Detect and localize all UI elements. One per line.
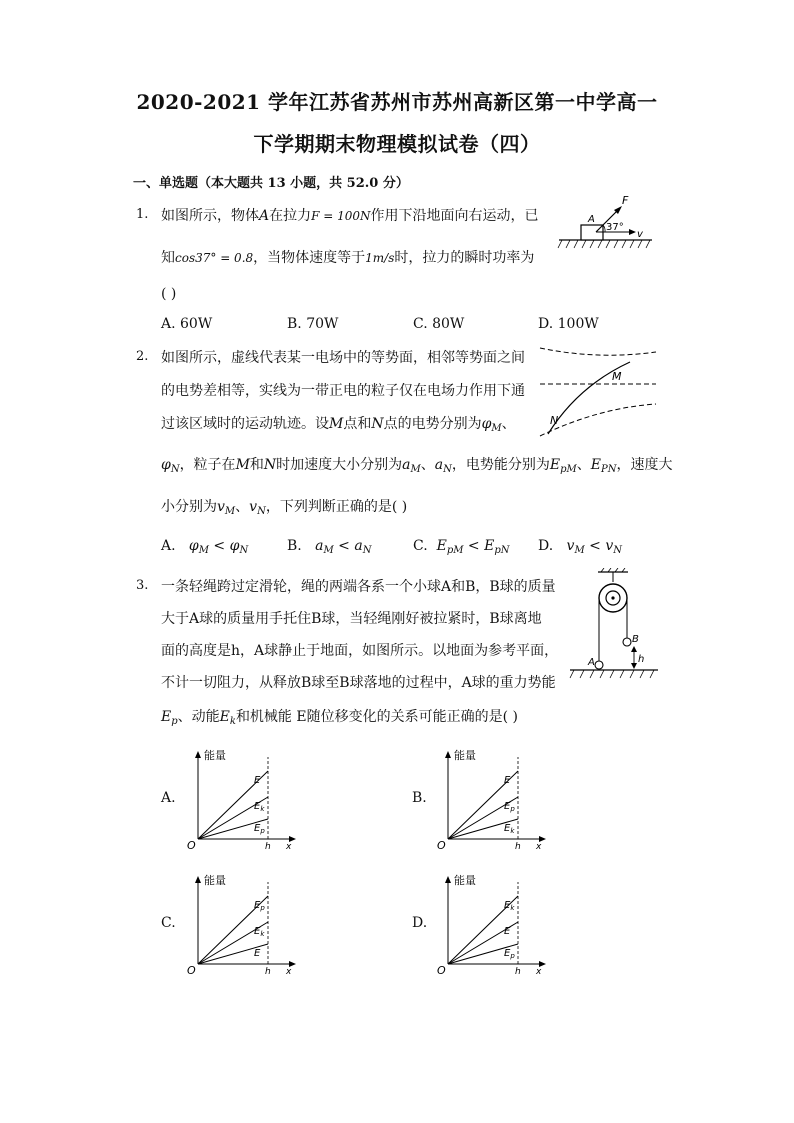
chart-a-line-label-0: E	[254, 775, 261, 786]
fig2-label-m: M	[612, 370, 622, 383]
chart-d	[430, 870, 550, 976]
fig1-label-a: A	[588, 214, 595, 225]
question-3-number: 3.	[136, 578, 149, 593]
chart-d-x-tick: h	[515, 967, 521, 976]
chart-a-option-label[interactable]: A.	[161, 790, 176, 806]
chart-d-line-label-2: $E_p$	[504, 948, 515, 960]
fig1-label-v: v	[637, 229, 643, 240]
chart-b-line-label-1: $E_p$	[504, 801, 515, 813]
chart-c-y-arrow	[195, 876, 201, 883]
chart-a	[180, 745, 300, 851]
question-2-option-a[interactable]: A. $\varphi_M < \varphi_N$	[161, 538, 249, 556]
chart-b-line-label-0: E	[504, 775, 511, 786]
chart-a-y-label: 能量	[204, 749, 226, 762]
question-2-line-3: 过该区域时的运动轨迹。设M点和N点的电势分别为$\varphi_M$、	[161, 416, 516, 434]
question-2-line-1: 如图所示，虚线代表某一电场中的等势面，相邻等势面之间	[161, 350, 525, 366]
chart-b-x-tick: h	[515, 842, 521, 851]
fig1-angle: 37°	[606, 222, 624, 233]
question-2-line-5: 小分别为$v_M$、$v_N$，下列判断正确的是( )	[161, 499, 408, 517]
exam-title-line-1: 2020-2021 学年江苏省苏州市苏州高新区第一中学高一	[136, 90, 658, 114]
chart-c-origin: O	[187, 964, 196, 976]
chart-d-option-label[interactable]: D.	[412, 915, 428, 931]
question-2-line-4: $\varphi_N$，粒子在M和N时加速度大小分别为$a_M$、$a_N$，电势能分别为$E_{pM}$、$E_{PN}$，速度大	[161, 457, 673, 475]
question-1-option-c[interactable]: C. 80W	[413, 316, 465, 332]
chart-c-option-label[interactable]: C.	[161, 915, 176, 931]
chart-d-y-arrow	[445, 876, 451, 883]
chart-c-line-label-0: $E_p$	[254, 900, 265, 912]
chart-d-y-label: 能量	[454, 874, 476, 887]
question-1-option-d[interactable]: D. 100W	[538, 316, 599, 332]
chart-c-x-tick: h	[265, 967, 271, 976]
exam-title-line-2: 下学期期末物理模拟试卷（四）	[253, 132, 541, 156]
question-2-option-c[interactable]: C. $E_{pM} < E_{pN}$	[413, 538, 510, 556]
question-3-line-3: 面的高度是h，A球静止于地面，如图所示。以地面为参考平面，	[161, 643, 559, 659]
question-1-number: 1.	[136, 207, 149, 222]
chart-c-line-label-1: $E_k$	[254, 926, 265, 938]
question-3-line-2: 大于A球的质量用手托住B球，当轻绳刚好被拉紧时，B球离地	[161, 611, 542, 627]
chart-b-line-label-2: $E_k$	[504, 823, 515, 835]
chart-d-origin: O	[437, 964, 446, 976]
chart-a-x-tick: h	[265, 842, 271, 851]
question-2-option-b[interactable]: B. $a_M < a_N$	[287, 538, 372, 556]
chart-c-x-label: x	[286, 967, 292, 976]
question-1-force-diagram	[556, 192, 656, 254]
chart-a-line-label-1: $E_k$	[254, 801, 265, 813]
question-2-line-2: 的电势差相等，实线为一带正电的粒子仅在电场力作用下通	[161, 383, 525, 399]
question-3-line-1: 一条轻绳跨过定滑轮，绳的两端各系一个小球A和B，B球的质量	[161, 579, 556, 595]
chart-a-origin: O	[187, 839, 196, 851]
question-1-line-1: 如图所示，物体A在拉力F = 100N作用下沿地面向右运动，已	[161, 208, 539, 224]
chart-d-x-label: x	[536, 967, 542, 976]
question-1-line-2: 知cos37° = 0.8，当物体速度等于1m/s时，拉力的瞬时功率为	[161, 250, 535, 266]
question-3-line-4: 不计一切阻力，从释放B球至B球落地的过程中，A球的重力势能	[161, 675, 556, 691]
question-1-answer-bracket: ( )	[161, 286, 177, 302]
fig3-label-a: A	[588, 657, 595, 668]
question-2-option-d[interactable]: D. $v_M < v_N$	[538, 538, 623, 556]
section-heading: 一、单选题（本大题共 13 小题，共 52.0 分）	[133, 176, 409, 191]
fig3-label-h: h	[638, 654, 645, 665]
question-1-option-b[interactable]: B. 70W	[287, 316, 339, 332]
chart-a-x-label: x	[286, 842, 292, 851]
chart-a-line-label-2: $E_p$	[254, 823, 265, 835]
chart-b-x-label: x	[536, 842, 542, 851]
chart-b-y-arrow	[445, 751, 451, 758]
question-1-option-a[interactable]: A. 60W	[161, 316, 213, 332]
chart-b	[430, 745, 550, 851]
chart-d-line-label-0: $E_k$	[504, 900, 515, 912]
chart-a-y-arrow	[195, 751, 201, 758]
fig3-label-b: B	[632, 634, 639, 645]
chart-c-line-label-2: E	[254, 948, 261, 959]
question-3-line-5: $E_p$、动能$E_k$和机械能 E随位移变化的关系可能正确的是( )	[161, 709, 518, 727]
question-2-equipotential-diagram	[538, 342, 658, 438]
chart-b-origin: O	[437, 839, 446, 851]
fig1-label-f: F	[622, 194, 629, 207]
question-2-number: 2.	[136, 349, 149, 364]
chart-b-y-label: 能量	[454, 749, 476, 762]
fig2-label-n: N	[550, 414, 559, 427]
chart-c	[180, 870, 300, 976]
chart-b-option-label[interactable]: B.	[412, 790, 427, 806]
question-3-pulley-diagram	[568, 568, 660, 680]
chart-d-line-label-1: E	[504, 926, 511, 937]
chart-c-y-label: 能量	[204, 874, 226, 887]
